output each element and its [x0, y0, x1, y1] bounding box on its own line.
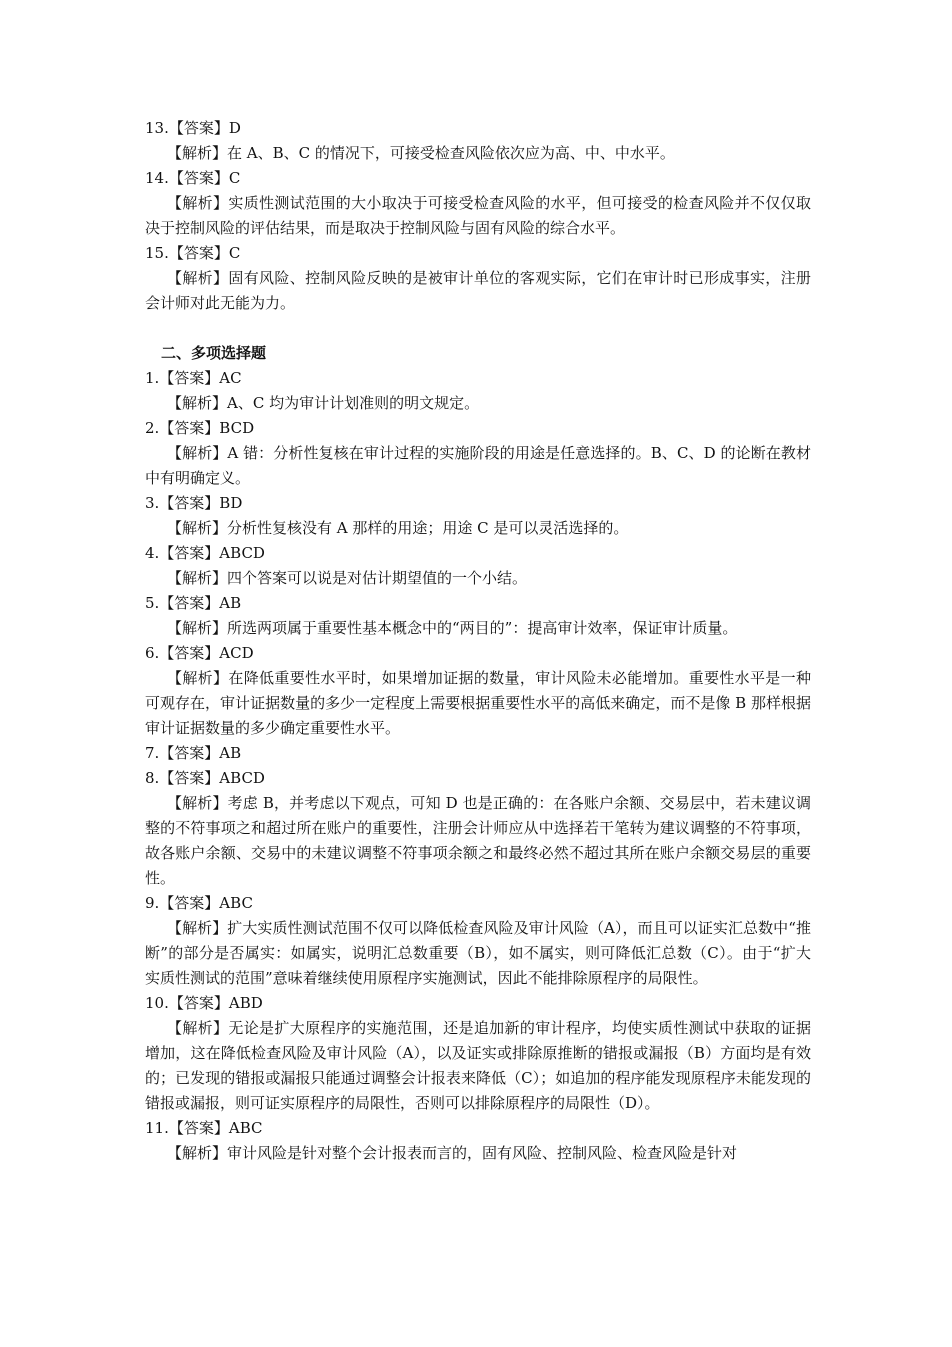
mc-answer-7: 7.【答案】AB [145, 744, 242, 762]
section-heading: 二、多项选择题 [161, 344, 267, 362]
answer-14: 14.【答案】C [145, 169, 241, 187]
mc-explanation-6: 【解析】在降低重要性水平时，如果增加证据的数量，审计风险未必能增加。重要性水平是一种可观存在，审计证据数量的多少一定程度上需要根据重要性水平的高低来确定，而不是像 B 那样根据审计证据数量的多少确定重要性水平。 [145, 669, 811, 737]
mc-explanation-1: 【解析】A、C 均为审计计划准则的明文规定。 [167, 394, 480, 412]
explanation-13: 【解析】在 A、B、C 的情况下，可接受检查风险依次应为高、中、中水平。 [167, 144, 675, 162]
answer-15: 15.【答案】C [145, 244, 241, 262]
mc-explanation-9: 【解析】扩大实质性测试范围不仅可以降低检查风险及审计风险（A），而且可以证实汇总数中“推断”的部分是否属实：如属实，说明汇总数重要（B），如不属实，则可降低汇总数（C）。由于“扩大实质性测试的范围”意味着继续使用原程序实施测试，因此不能排除原程序的局限性。 [145, 919, 811, 987]
mc-answer-8: 8.【答案】ABCD [145, 769, 265, 787]
mc-explanation-5: 【解析】所选两项属于重要性基本概念中的“两目的”：提高审计效率，保证审计质量。 [167, 619, 738, 637]
mc-answer-9: 9.【答案】ABC [145, 894, 253, 912]
mc-answer-11: 11.【答案】ABC [145, 1119, 263, 1137]
mc-answer-2: 2.【答案】BCD [145, 419, 255, 437]
mc-answer-6: 6.【答案】ACD [145, 644, 254, 662]
mc-explanation-8: 【解析】考虑 B，并考虑以下观点，可知 D 也是正确的：在各账户余额、交易层中，若未建议调整的不符事项之和超过所在账户的重要性，注册会计师应从中选择若干笔转为建议调整的不符事项，故各账户余额、交易中的未建议调整不符事项余额之和最终必然不超过其所在账户余额交易层的重要性。 [145, 794, 811, 887]
mc-explanation-11: 【解析】审计风险是针对整个会计报表而言的，固有风险、控制风险、检查风险是针对 [167, 1144, 738, 1162]
answer-document [145, 116, 811, 1166]
mc-answer-1: 1.【答案】AC [145, 369, 242, 387]
mc-answer-3: 3.【答案】BD [145, 494, 243, 512]
explanation-15: 【解析】固有风险、控制风险反映的是被审计单位的客观实际，它们在审计时已形成事实，注册会计师对此无能为力。 [145, 269, 811, 312]
mc-explanation-2: 【解析】A 错：分析性复核在审计过程的实施阶段的用途是任意选择的。B、C、D 的论断在教材中有明确定义。 [145, 444, 811, 487]
mc-explanation-10: 【解析】无论是扩大原程序的实施范围，还是追加新的审计程序，均使实质性测试中获取的证据增加，这在降低检查风险及审计风险（A），以及证实或排除原推断的错报或漏报（B）方面均是有效的；已发现的错报或漏报只能通过调整会计报表来降低（C）；如追加的程序能发现原程序未能发现的错报或漏报，则可证实原程序的局限性，否则可以排除原程序的局限性（D）。 [145, 1019, 811, 1112]
mc-explanation-4: 【解析】四个答案可以说是对估计期望值的一个小结。 [167, 569, 528, 587]
mc-explanation-3: 【解析】分析性复核没有 A 那样的用途；用途 C 是可以灵活选择的。 [167, 519, 629, 537]
mc-answer-4: 4.【答案】ABCD [145, 544, 265, 562]
mc-answer-5: 5.【答案】AB [145, 594, 242, 612]
mc-answer-10: 10.【答案】ABD [145, 994, 263, 1012]
answer-13: 13.【答案】D [145, 119, 241, 137]
explanation-14: 【解析】实质性测试范围的大小取决于可接受检查风险的水平，但可接受的检查风险并不仅仅取决于控制风险的评估结果，而是取决于控制风险与固有风险的综合水平。 [145, 194, 811, 237]
